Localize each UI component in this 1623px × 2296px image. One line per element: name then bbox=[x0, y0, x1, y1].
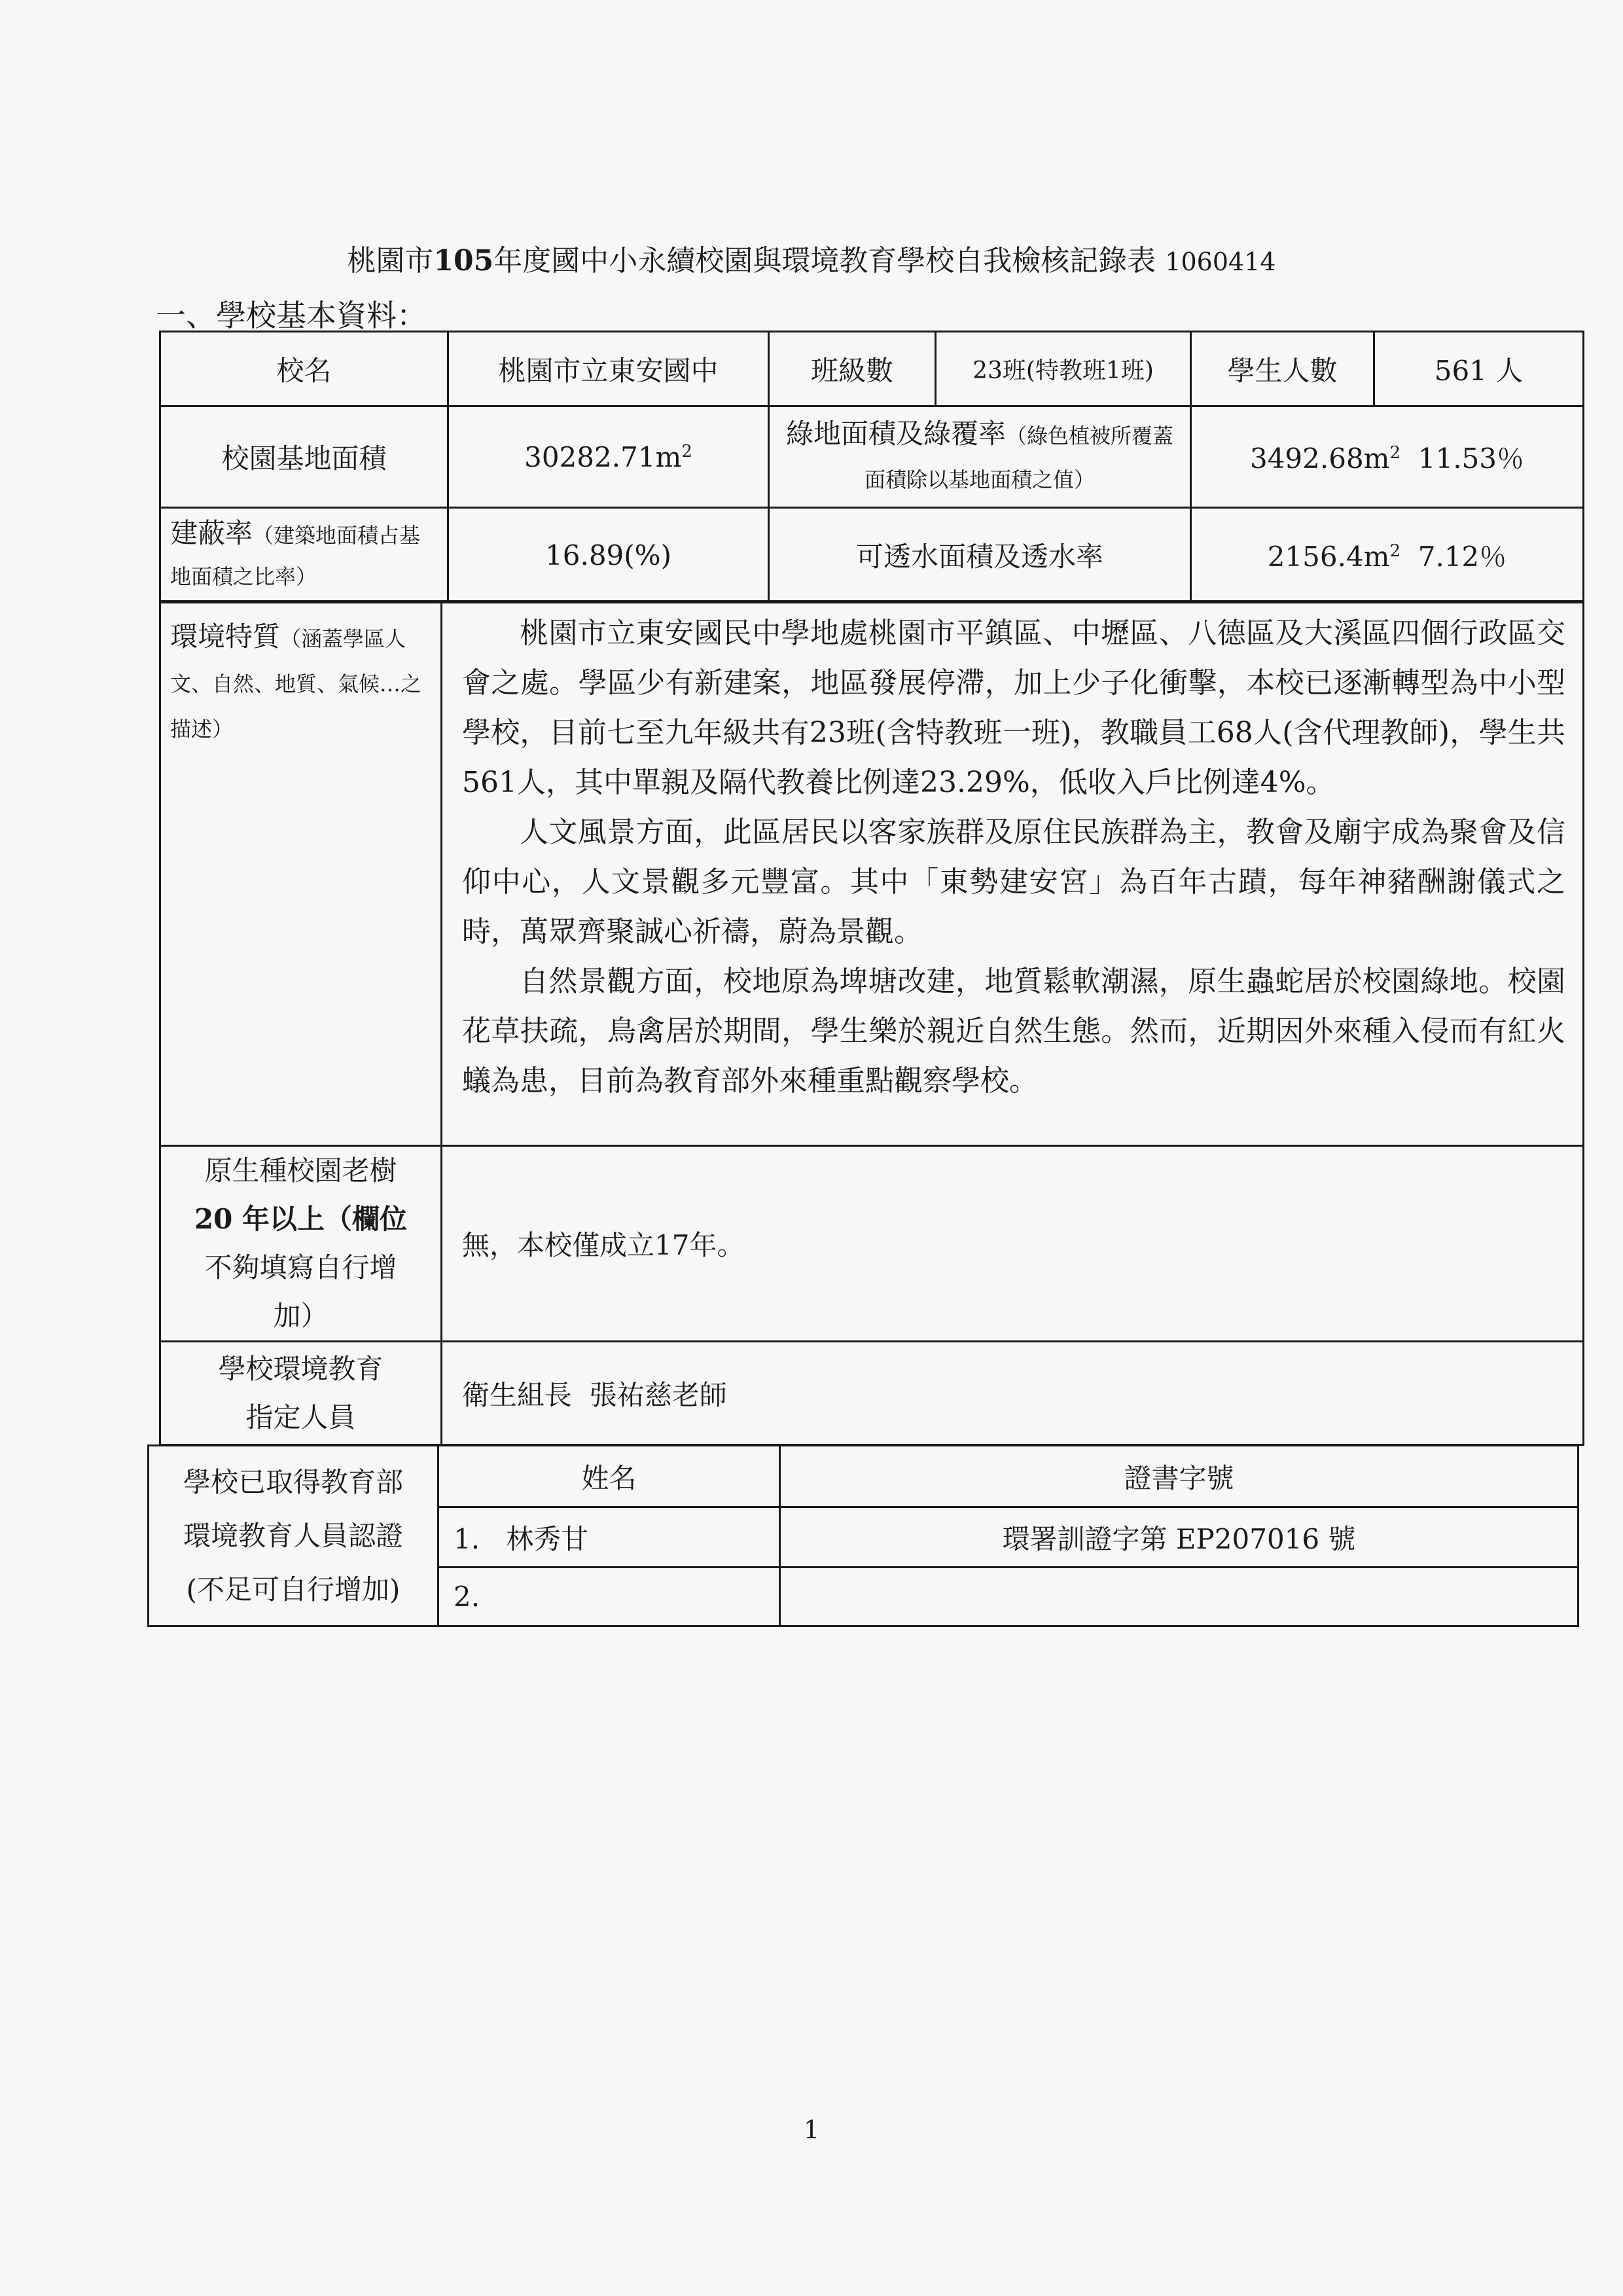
certified-table bbox=[147, 1444, 1579, 1627]
school-name-value: 桃園市立東安國中 bbox=[448, 332, 769, 406]
environment-label: 環境特質（涵蓋學區人文、自然、地質、氣候…之描述） bbox=[160, 601, 442, 1146]
certified-name: 1. 林秀甘 bbox=[438, 1507, 780, 1568]
environment-paragraph: 自然景觀方面，校地原為埤塘改建，地質鬆軟潮濕，原生蟲蛇居於校園綠地。校園花草扶疏，鳥禽居於期間，學生樂於親近自然生態。然而，近期因外來種入侵而有紅火蟻為患，目前為教育部外來種重點觀察學校。 bbox=[462, 965, 1565, 1098]
name-header: 姓名 bbox=[438, 1446, 780, 1507]
old-trees-value: 無，本校僅成立17年。 bbox=[442, 1146, 1584, 1342]
contact-label: 學校環境教育 指定人員 bbox=[160, 1342, 442, 1445]
certified-label: 學校已取得教育部 環境教育人員認證 (不足可自行增加) bbox=[149, 1446, 438, 1626]
contact-value: 衛生組長 張祐慈老師 bbox=[442, 1342, 1584, 1445]
site-area-label: 校園基地面積 bbox=[160, 406, 448, 508]
section-heading: 一、學校基本資料： bbox=[156, 298, 427, 333]
environment-paragraph: 人文風景方面，此區居民以客家族群及原住民族群為主，教會及廟宇成為聚會及信仰中心，人文景觀多元豐富。其中「東勢建安宮」為百年古蹟，每年神豬酬謝儀式之時，萬眾齊聚誠心祈禱，蔚為景觀。 bbox=[462, 816, 1565, 948]
environment-paragraph: 桃園市立東安國民中學地處桃園市平鎮區、中壢區、八德區及大溪區四個行政區交會之處。學區少有新建案，地區發展停滯，加上少子化衝擊，本校已逐漸轉型為中小型學校，目前七至九年級共有23班(含特教班一班)，教職員工68人(含代理教師)，學生共561人，其中單親及隔代教養比例達23.29%，低收入戶比例達4%。 bbox=[462, 617, 1565, 799]
coverage-label: 建蔽率（建築地面積占基地面積之比率） bbox=[160, 508, 448, 603]
green-area-label: 綠地面積及綠覆率（綠色植被所覆蓋面積除以基地面積之值） bbox=[769, 406, 1191, 508]
certified-number bbox=[780, 1568, 1578, 1626]
class-count-value: 23班(特教班1班) bbox=[936, 332, 1191, 406]
class-count-label: 班級數 bbox=[769, 332, 936, 406]
page-number: 1 bbox=[803, 2115, 820, 2144]
school-name-label: 校名 bbox=[160, 332, 448, 406]
basic-info-table bbox=[159, 331, 1584, 603]
environment-description bbox=[442, 601, 1584, 1146]
student-count-value: 561 人 bbox=[1374, 332, 1584, 406]
site-area-value: $30282.71m^2$ bbox=[448, 406, 769, 508]
permeable-value: $2156.4m^2$ 7.12％ bbox=[1191, 508, 1584, 603]
green-area-value: $3492.68m^2$ 11.53％ bbox=[1191, 406, 1584, 508]
cert-header: 證書字號 bbox=[780, 1446, 1578, 1507]
student-count-label: 學生人數 bbox=[1191, 332, 1374, 406]
coverage-value: 16.89(%) bbox=[448, 508, 769, 603]
old-trees-label: 原生種校園老樹 20 年以上（欄位 不夠填寫自行增 加） bbox=[160, 1146, 442, 1342]
permeable-label: 可透水面積及透水率 bbox=[769, 508, 1191, 603]
certified-name: 2. bbox=[438, 1568, 780, 1626]
environment-table bbox=[159, 600, 1584, 1446]
certified-number: 環署訓證字第 EP207016 號 bbox=[780, 1507, 1578, 1568]
document-title: 桃園市105年度國中小永續校園與環境教育學校自我檢核記錄表 1060414 bbox=[347, 244, 1276, 278]
